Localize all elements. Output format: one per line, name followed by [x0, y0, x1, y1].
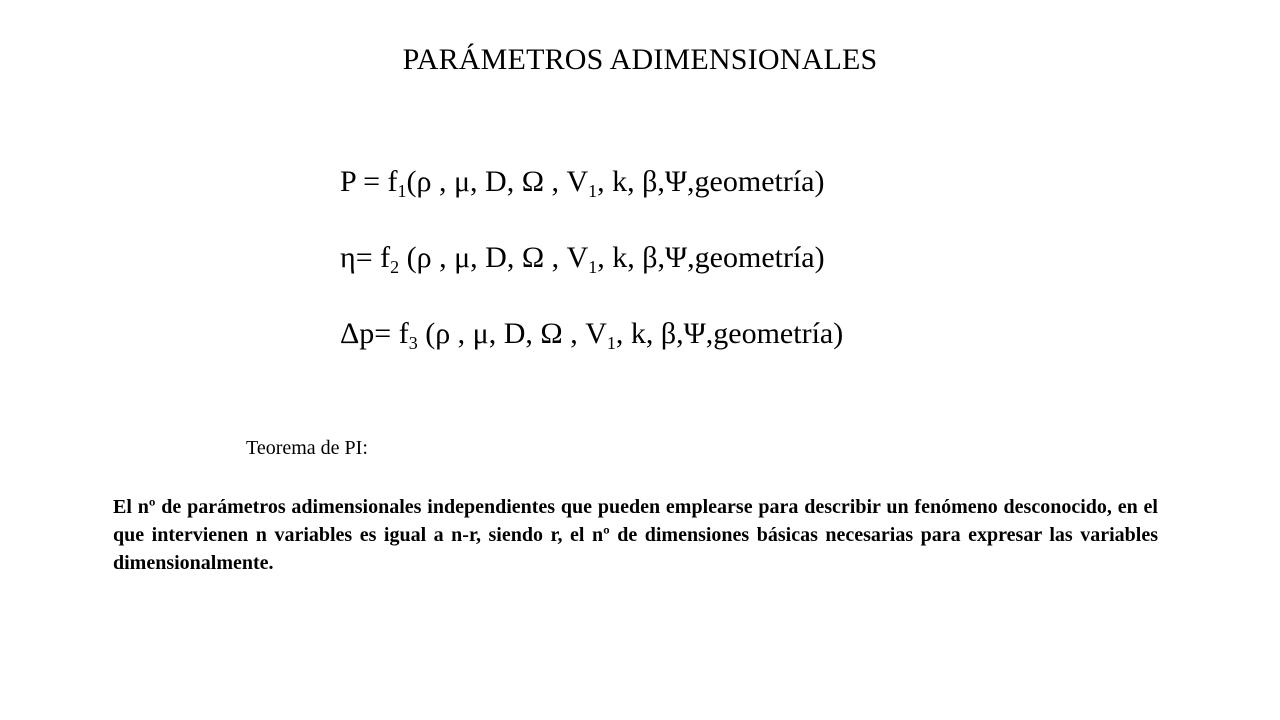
formula-lhs: Δp= f: [340, 317, 409, 350]
formula-args-end: , k, β,Ψ,geometría): [597, 241, 825, 274]
formula-args-start: (ρ , μ, D, Ω , V: [399, 241, 589, 274]
formula-pressure: [340, 314, 1040, 354]
theorem-statement: El nº de parámetros adimensionales independientes que pueden emplearse para describir un fenómeno desconocido, en el que intervienen n variables es igual a n-r, siendo r, el nº de dimensiones básicas necesarias para expresar las variables dimensionalmente.: [113, 496, 1158, 574]
slide-title: PARÁMETROS ADIMENSIONALES: [402, 43, 878, 76]
formula-args-end: , k, β,Ψ,geometría): [615, 317, 844, 350]
formula-efficiency: [340, 238, 1040, 278]
formula-args-end: , k, β,Ψ,geometría): [597, 165, 825, 198]
formula-args-subscript: 1: [588, 257, 598, 277]
formula-args-subscript: 1: [606, 333, 616, 353]
formula-power: [340, 162, 1040, 202]
formula-subscript: 3: [408, 333, 418, 353]
formula-args-subscript: 1: [588, 181, 598, 201]
formula-args-start: (ρ , μ, D, Ω , V: [417, 317, 607, 350]
formula-lhs: P = f: [340, 165, 398, 198]
theorem-heading: Teorema de PI:: [246, 437, 368, 459]
formula-args-start: (ρ , μ, D, Ω , V: [406, 165, 589, 198]
formula-subscript: 1: [397, 181, 407, 201]
formula-subscript: 2: [390, 257, 400, 277]
formula-lhs: η= f: [340, 241, 391, 274]
formula-list: [340, 162, 1040, 390]
